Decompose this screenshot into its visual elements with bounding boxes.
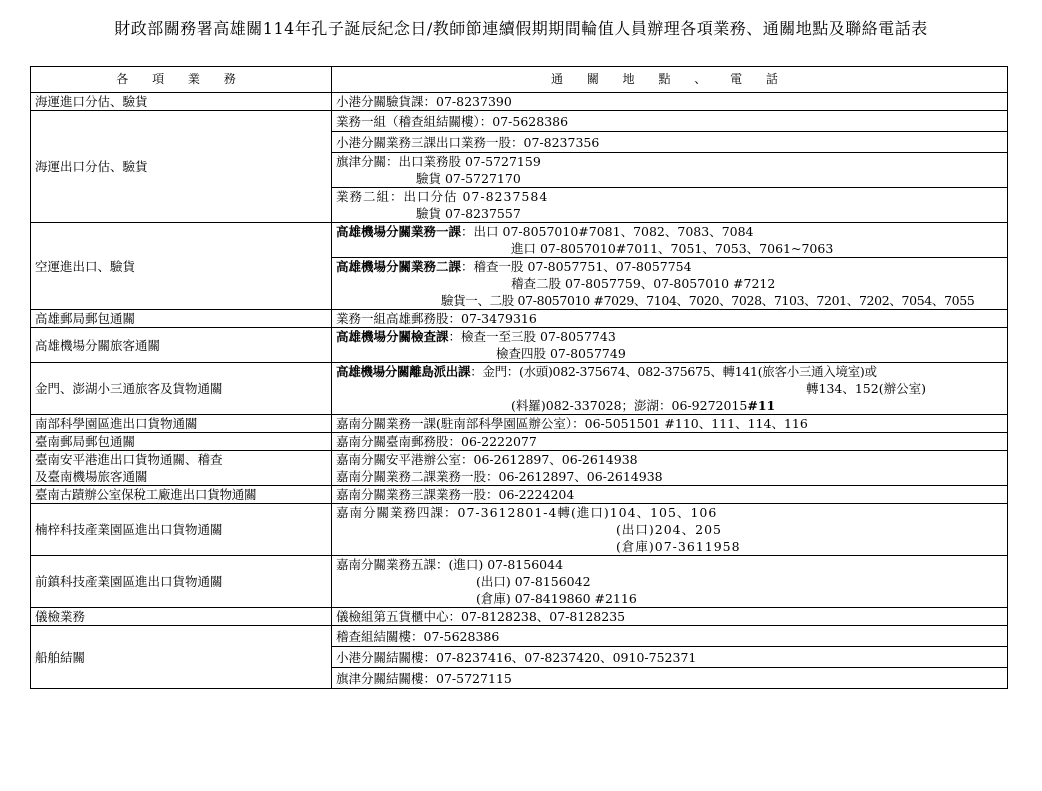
contact-line: 驗貨 07-8237557 bbox=[416, 206, 521, 221]
unit-label: 高雄機場分關離島派出課 bbox=[336, 364, 471, 379]
contact-cell: 小港分關結關樓：07-8237416、07-8237420、0910-752371 bbox=[332, 647, 1008, 668]
contact-line: 檢查四股 07-8057749 bbox=[496, 346, 626, 361]
table-header-row bbox=[31, 67, 1008, 93]
contact-line bbox=[336, 223, 1003, 240]
contact-line: (倉庫) 07-8419860 #2116 bbox=[476, 591, 637, 606]
contact-text: ：檢查一至三股 07-8057743 bbox=[448, 329, 616, 344]
table-row bbox=[31, 363, 1008, 415]
contact-cell bbox=[332, 258, 1008, 310]
contact-line: 進口 07-8057010#7011、7051、7053、7061~7063 bbox=[511, 241, 834, 256]
contact-line: 旗津分關：出口業務股 07-5727159 bbox=[336, 154, 541, 169]
table-row bbox=[31, 415, 1008, 433]
table-row bbox=[31, 328, 1008, 363]
table-row bbox=[31, 223, 1008, 258]
task-cell: 臺南郵局郵包通關 bbox=[31, 433, 332, 451]
page-title: 財政部關務署高雄關114年孔子誕辰紀念日/教師節連續假期期間輪值人員辦理各項業務、通關地點及聯絡電話表 bbox=[114, 19, 928, 38]
table-row bbox=[31, 93, 1008, 111]
contact-line: 嘉南分關業務五課：(進口) 07-8156044 bbox=[336, 557, 564, 572]
contact-line: (出口) 07-8156042 bbox=[476, 574, 591, 589]
contact-cell: 嘉南分關臺南郵務股：06-2222077 bbox=[332, 433, 1008, 451]
table-row bbox=[31, 504, 1008, 556]
contact-table bbox=[30, 66, 1008, 689]
task-line: 及臺南機場旅客通關 bbox=[35, 469, 148, 484]
contact-cell: 小港分關驗貨課：07-8237390 bbox=[332, 93, 1008, 111]
contact-line: 嘉南分關業務四課：07-3612801-4轉(進口)104、105、106 bbox=[336, 505, 718, 520]
task-cell: 空運進出口、驗貨 bbox=[31, 223, 332, 310]
table-row bbox=[31, 626, 1008, 647]
task-cell: 海運出口分估、驗貨 bbox=[31, 111, 332, 223]
contact-cell: 旗津分關結關樓：07-5727115 bbox=[332, 668, 1008, 689]
unit-label: 高雄機場分關檢查課 bbox=[336, 329, 449, 344]
contact-line: 嘉南分關業務二課業務一股：06-2612897、06-2614938 bbox=[336, 469, 663, 484]
contact-cell: 嘉南分關業務一課(駐南部科學園區辦公室）：06-5051501 #110、111、114、116 bbox=[332, 415, 1008, 433]
contact-line: 稽查二股 07-8057759、07-8057010 #7212 bbox=[511, 276, 776, 291]
table-row bbox=[31, 451, 1008, 486]
table-row bbox=[31, 556, 1008, 608]
task-cell: 臺南古蹟辦公室保稅工廠進出口貨物通關 bbox=[31, 486, 332, 504]
header-tasks: 各 項 業 務 bbox=[31, 67, 332, 93]
task-cell: 前鎮科技產業園區進出口貨物通關 bbox=[31, 556, 332, 608]
contact-cell: 稽查組結關樓：07-5628386 bbox=[332, 626, 1008, 647]
contact-cell bbox=[332, 556, 1008, 608]
task-cell: 船舶結關 bbox=[31, 626, 332, 689]
contact-cell bbox=[332, 188, 1008, 223]
task-cell: 高雄郵局郵包通關 bbox=[31, 310, 332, 328]
contact-line bbox=[336, 328, 1003, 345]
extension-text: #11 bbox=[747, 398, 776, 413]
contact-line bbox=[336, 363, 1003, 380]
contact-line bbox=[336, 258, 1003, 275]
contact-cell bbox=[332, 328, 1008, 363]
contact-cell: 嘉南分關業務三課業務一股：06-2224204 bbox=[332, 486, 1008, 504]
contact-line: (倉庫)07-3611958 bbox=[616, 539, 741, 554]
contact-line: (出口)204、205 bbox=[616, 522, 722, 537]
contact-text: (料羅)082-337028；澎湖：06-9272015 bbox=[511, 398, 748, 413]
contact-line bbox=[336, 397, 1003, 414]
unit-label: 高雄機場分關業務二課 bbox=[336, 259, 462, 274]
task-cell: 海運進口分估、驗貨 bbox=[31, 93, 332, 111]
table-row bbox=[31, 486, 1008, 504]
contact-cell bbox=[332, 504, 1008, 556]
contact-text: ：稽查一股 07-8057751、07-8057754 bbox=[461, 259, 692, 274]
contact-cell: 儀檢組第五貨櫃中心：07-8128238、07-8128235 bbox=[332, 608, 1008, 626]
contact-line: 驗貨一、二股 07-8057010 #7029、7104、7020、7028、7103、7201、7202、7054、7055 bbox=[441, 293, 975, 308]
table-row bbox=[31, 111, 1008, 132]
header-locations-phones: 通 關 地 點 、 電 話 bbox=[332, 67, 1008, 93]
contact-text: ：出口 07-8057010#7081、7082、7083、7084 bbox=[461, 224, 754, 239]
contact-line: 業務二組：出口分估 07-8237584 bbox=[336, 189, 549, 204]
task-line: 臺南安平港進出口貨物通關、稽查 bbox=[35, 452, 223, 467]
task-cell: 楠梓科技產業園區進出口貨物通關 bbox=[31, 504, 332, 556]
task-cell: 金門、澎湖小三通旅客及貨物通關 bbox=[31, 363, 332, 415]
contact-cell: 業務一組（稽查組結關樓）：07-5628386 bbox=[332, 111, 1008, 132]
task-cell: 高雄機場分關旅客通關 bbox=[31, 328, 332, 363]
contact-line: 驗貨 07-5727170 bbox=[416, 171, 521, 186]
unit-label: 高雄機場分關業務一課 bbox=[336, 224, 462, 239]
table-row bbox=[31, 608, 1008, 626]
contact-line: 嘉南分關安平港辦公室：06-2612897、06-2614938 bbox=[336, 452, 638, 467]
task-cell bbox=[31, 451, 332, 486]
contact-text: ：金門：(水頭)082-375674、082-375675、轉141(旅客小三通入境室)或 bbox=[470, 364, 877, 379]
task-cell: 南部科學園區進出口貨物通關 bbox=[31, 415, 332, 433]
table-row bbox=[31, 310, 1008, 328]
contact-cell bbox=[332, 153, 1008, 188]
contact-cell: 業務一組高雄郵務股：07-3479316 bbox=[332, 310, 1008, 328]
contact-cell bbox=[332, 223, 1008, 258]
contact-line: 轉134、152(辦公室) bbox=[806, 381, 926, 396]
contact-cell bbox=[332, 451, 1008, 486]
table-row bbox=[31, 433, 1008, 451]
contact-cell: 小港分關業務三課出口業務一股：07-8237356 bbox=[332, 132, 1008, 153]
task-cell: 儀檢業務 bbox=[31, 608, 332, 626]
contact-cell bbox=[332, 363, 1008, 415]
